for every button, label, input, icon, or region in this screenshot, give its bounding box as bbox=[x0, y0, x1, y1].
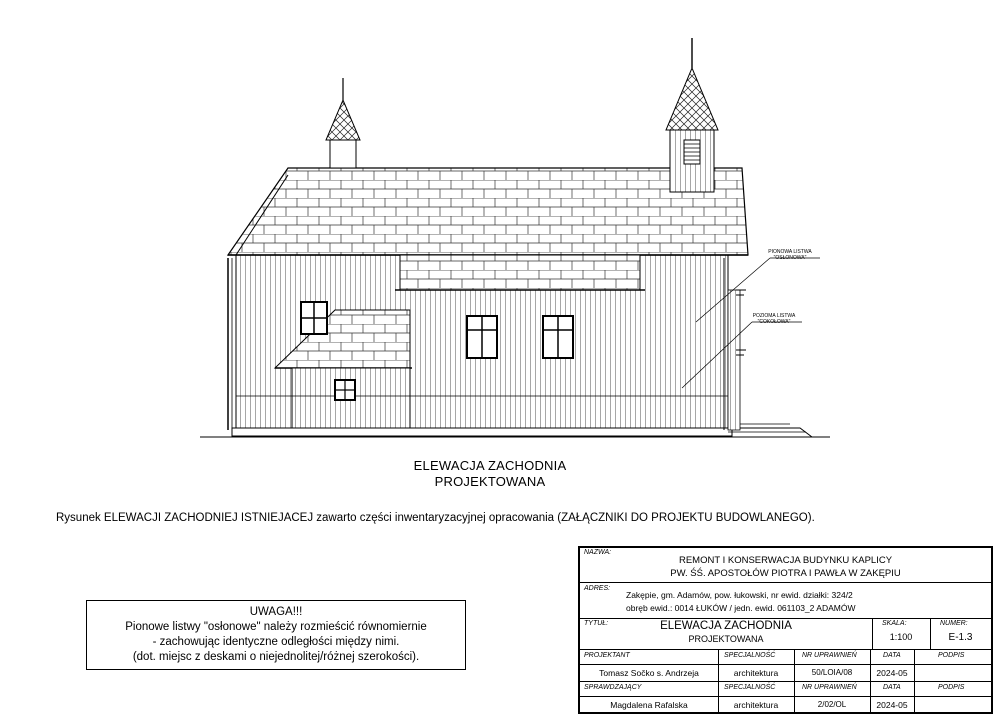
warning-note bbox=[86, 600, 466, 670]
tytul-label: TYTUŁ: bbox=[584, 620, 609, 627]
podpis-label-2: PODPIS bbox=[938, 684, 965, 691]
address-line1: Zakępie, gm. Adamów, pow. łukowski, nr ewid. działki: 324/2 bbox=[626, 590, 853, 600]
projektant-label: PROJEKTANT bbox=[584, 652, 630, 659]
note-line: (dot. miejsc z deskami o niejednolitej/różnej szerokości). bbox=[132, 651, 420, 663]
nr-uprawnien-label-2: NR UPRAWNIEŃ bbox=[802, 684, 857, 691]
checker-date: 2024-05 bbox=[876, 700, 908, 710]
checker-name: Magdalena Rafalska bbox=[610, 700, 688, 710]
title-block bbox=[578, 546, 993, 714]
sheet-title-line1: ELEWACJA ZACHODNIA bbox=[660, 620, 792, 632]
bell-tower bbox=[666, 38, 718, 192]
nazwa-label: NAZWA: bbox=[584, 549, 612, 556]
window-upper-left bbox=[301, 302, 327, 334]
checker-license: 2/02/OL bbox=[817, 700, 847, 709]
designer-license: 50/LOIA/08 bbox=[811, 668, 853, 677]
project-name-line1: REMONT I KONSERWACJA BUDYNKU KAPLICY bbox=[678, 555, 893, 566]
skala-label: SKALA: bbox=[882, 620, 907, 627]
note-line: - zachowując identyczne odległości między nimi. bbox=[152, 636, 400, 648]
scale-value: 1:100 bbox=[889, 632, 913, 642]
window-right bbox=[543, 316, 573, 358]
lower-roof bbox=[400, 255, 640, 290]
nr-uprawnien-label: NR UPRAWNIEŃ bbox=[802, 652, 857, 659]
data-label: DATA bbox=[883, 652, 901, 659]
small-turret bbox=[326, 78, 360, 168]
annotation-vertical-strip: PIONOWA LISTWA "OSŁONOWA" bbox=[768, 249, 812, 261]
sprawdzajacy-label: SPRAWDZAJĄCY bbox=[584, 684, 642, 691]
project-name-line2: PW. ŚŚ. APOSTOŁÓW PIOTRA I PAWŁA W ZAKĘPIU bbox=[670, 568, 901, 579]
window-porch bbox=[335, 380, 355, 400]
designer-date: 2024-05 bbox=[876, 668, 908, 678]
drawing-title: ELEWACJA ZACHODNIA bbox=[413, 458, 567, 473]
caption-text: Rysunek ELEWACJI ZACHODNIEJ ISTNIEJACEJ zawarto części inwentaryzacyjnej opracowania (ZAŁĄCZNIKI DO PROJEKTU BUDOWLANEGO). bbox=[56, 512, 815, 524]
sheet-title-line2: PROJEKTOWANA bbox=[688, 634, 764, 644]
checker-specialty: architektura bbox=[733, 700, 779, 710]
address-line2: obręb ewid.: 0014 ŁUKÓW / jedn. ewid. 061103_2 ADAMÓW bbox=[626, 603, 856, 613]
drawing-subtitle: PROJEKTOWANA bbox=[434, 474, 546, 489]
data-label-2: DATA bbox=[883, 684, 901, 691]
specjalnosc-label: SPECJALNOŚĆ bbox=[724, 652, 776, 659]
podpis-label: PODPIS bbox=[938, 652, 965, 659]
note-heading: UWAGA!!! bbox=[249, 606, 303, 618]
adres-label: ADRES: bbox=[584, 585, 611, 592]
specjalnosc-label-2: SPECJALNOŚĆ bbox=[724, 684, 776, 691]
sheet-number: E-1.3 bbox=[948, 632, 973, 643]
entrance-steps bbox=[728, 424, 812, 437]
annotation-horizontal-strip: POZIOMA LISTWA "COKOŁOWA" bbox=[752, 313, 796, 325]
note-line: Pionowe listwy "osłonowe" należy rozmieścić równomiernie bbox=[125, 621, 427, 633]
numer-label: NUMER: bbox=[940, 620, 968, 627]
window-middle bbox=[467, 316, 497, 358]
designer-specialty: architektura bbox=[733, 668, 779, 678]
designer-name: Tomasz Sočko s. Andrzeja bbox=[599, 668, 699, 678]
